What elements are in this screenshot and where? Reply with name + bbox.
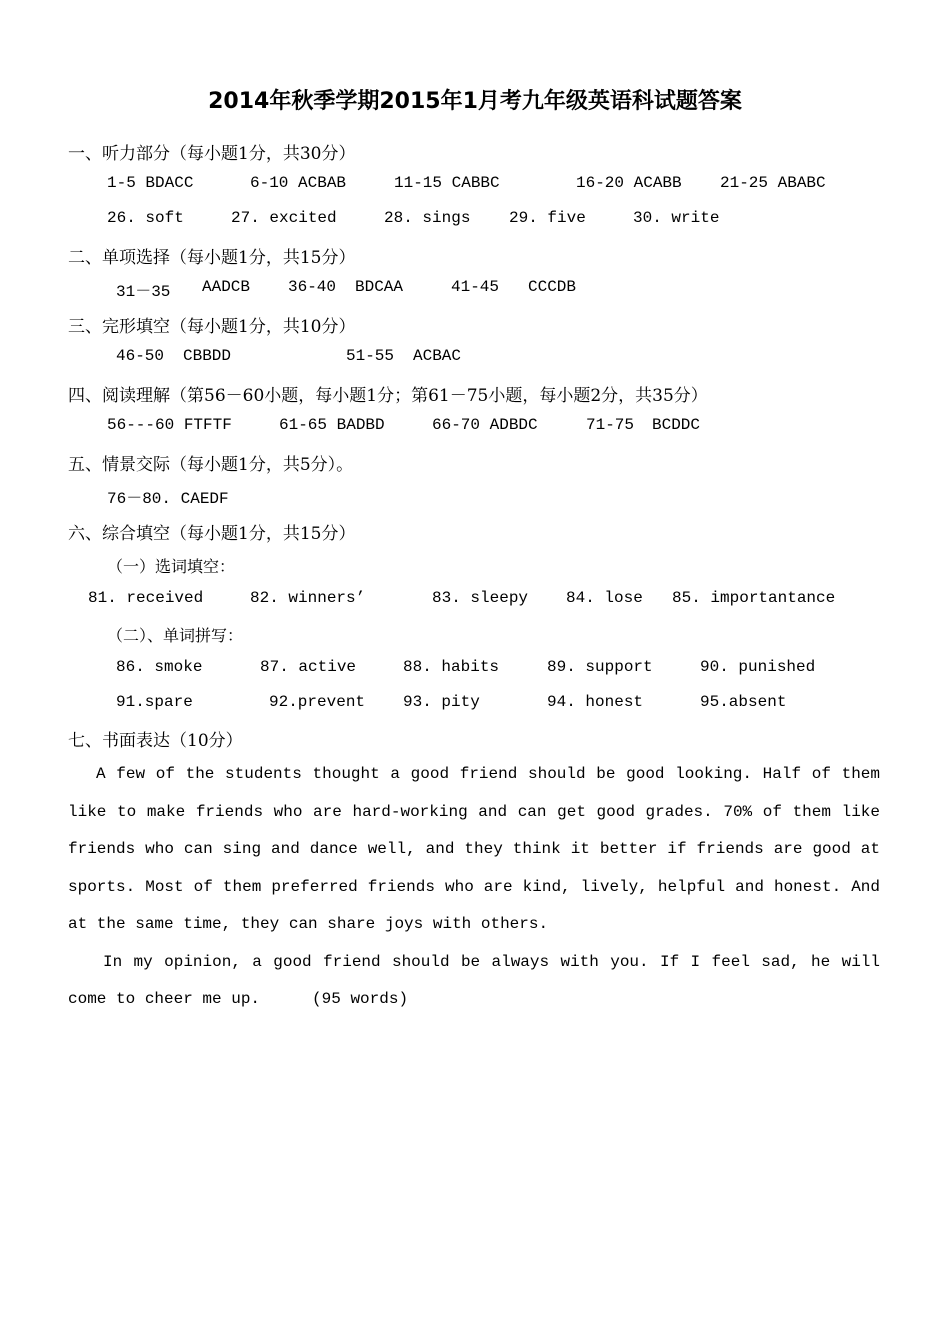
answer-item: 93. pity bbox=[403, 693, 480, 711]
answer-item: 84. lose bbox=[566, 589, 643, 607]
answer-item: 61-65 BADBD bbox=[279, 416, 385, 434]
section-heading-dialogue: 五、情景交际（每小题1分，共5分）。 bbox=[68, 455, 354, 475]
answer-item: 28. sings bbox=[384, 209, 471, 227]
answer-item: 86. smoke bbox=[116, 658, 203, 676]
section-heading-writing: 七、书面表达（10分） bbox=[68, 731, 243, 751]
page-title: 2014年秋季学期2015年1月考九年级英语科试题答案 bbox=[208, 89, 742, 114]
section-heading-listening: 一、听力部分（每小题1分，共30分） bbox=[68, 144, 356, 164]
sub-heading-row bbox=[0, 623, 950, 647]
answer-item: CCCDB bbox=[528, 278, 577, 296]
section-heading-fill-in: 六、综合填空（每小题1分，共15分） bbox=[68, 524, 356, 544]
answer-item: 1-5 BDACC bbox=[107, 174, 194, 192]
answer-item: 46-50 bbox=[116, 347, 165, 365]
answer-item: 89. support bbox=[547, 658, 653, 676]
answer-item: 85. importantance bbox=[672, 589, 836, 607]
sub-heading-spelling: （二）、单词拼写： bbox=[107, 626, 244, 645]
answer-item: 16-20 ACABB bbox=[576, 174, 682, 192]
answer-item: 56---60 FTFTF bbox=[107, 416, 232, 434]
answer-row bbox=[0, 347, 950, 371]
answer-item: 6-10 ACBAB bbox=[250, 174, 347, 192]
answer-item: 31－35 bbox=[116, 283, 171, 301]
answer-item: 90. punished bbox=[700, 658, 816, 676]
answer-row bbox=[0, 174, 950, 198]
section-heading-cloze: 三、完形填空（每小题1分，共10分） bbox=[68, 317, 356, 337]
answer-item: ACBAC bbox=[413, 347, 462, 365]
answer-item: BDCAA bbox=[355, 278, 404, 296]
answer-item: 91.spare bbox=[116, 693, 193, 711]
answer-row bbox=[0, 658, 950, 682]
answer-item: CBBDD bbox=[183, 347, 232, 365]
answer-item: 36-40 bbox=[288, 278, 337, 296]
word-count: (95 words) bbox=[312, 990, 409, 1008]
answer-item: 41-45 bbox=[451, 278, 500, 296]
answer-item: AADCB bbox=[202, 278, 251, 296]
model-essay bbox=[68, 756, 880, 1019]
answer-row bbox=[0, 209, 950, 233]
answer-item: 87. active bbox=[260, 658, 357, 676]
answer-row bbox=[0, 278, 950, 302]
answer-item: 29. five bbox=[509, 209, 586, 227]
answer-item: BCDDC bbox=[652, 416, 701, 434]
answer-item: 26. soft bbox=[107, 209, 184, 227]
essay-text: In my opinion, a good friend should be always with you. If I feel sad, he will come to cheer me up. bbox=[68, 952, 880, 1008]
answer-item: 21-25 ABABC bbox=[720, 174, 826, 192]
essay-paragraph: A few of the students thought a good friend should be good looking. Half of them like to make friends who are hard-working and can get good grades. 70% of them like friends who can sing and dance well, and they think it better if friends are good at sports. Most of them preferred friends who are kind, lively, helpful and honest. And at the same time, they can share joys with others. bbox=[68, 765, 880, 933]
answer-item: 51-55 bbox=[346, 347, 395, 365]
answer-item: 88. habits bbox=[403, 658, 500, 676]
answer-item: 83. sleepy bbox=[432, 589, 529, 607]
answer-item: 71-75 bbox=[586, 416, 635, 434]
answer-item: 30. write bbox=[633, 209, 720, 227]
answer-row bbox=[0, 416, 950, 440]
answer-item: 11-15 CABBC bbox=[394, 174, 500, 192]
answer-item: 81. received bbox=[88, 589, 204, 607]
answer-item: 27. excited bbox=[231, 209, 337, 227]
answer-row bbox=[0, 485, 950, 509]
section-heading-reading: 四、阅读理解（第56－60小题，每小题1分；第61－75小题，每小题2分，共35分） bbox=[68, 386, 708, 406]
essay-paragraph bbox=[68, 944, 880, 1019]
answer-row bbox=[0, 693, 950, 717]
answer-item: 94. honest bbox=[547, 693, 644, 711]
section-heading-single-choice: 二、单项选择（每小题1分，共15分） bbox=[68, 248, 356, 268]
answer-item: 82. winners’ bbox=[250, 589, 366, 607]
answer-row bbox=[0, 589, 950, 613]
sub-heading-row bbox=[0, 554, 950, 578]
answer-item: 66-70 ADBDC bbox=[432, 416, 538, 434]
sub-heading-word-choice: （一）选词填空： bbox=[107, 557, 236, 576]
answer-item: 92.prevent bbox=[269, 693, 366, 711]
answer-item: 95.absent bbox=[700, 693, 787, 711]
answer-item: 76－80. CAEDF bbox=[107, 490, 229, 508]
